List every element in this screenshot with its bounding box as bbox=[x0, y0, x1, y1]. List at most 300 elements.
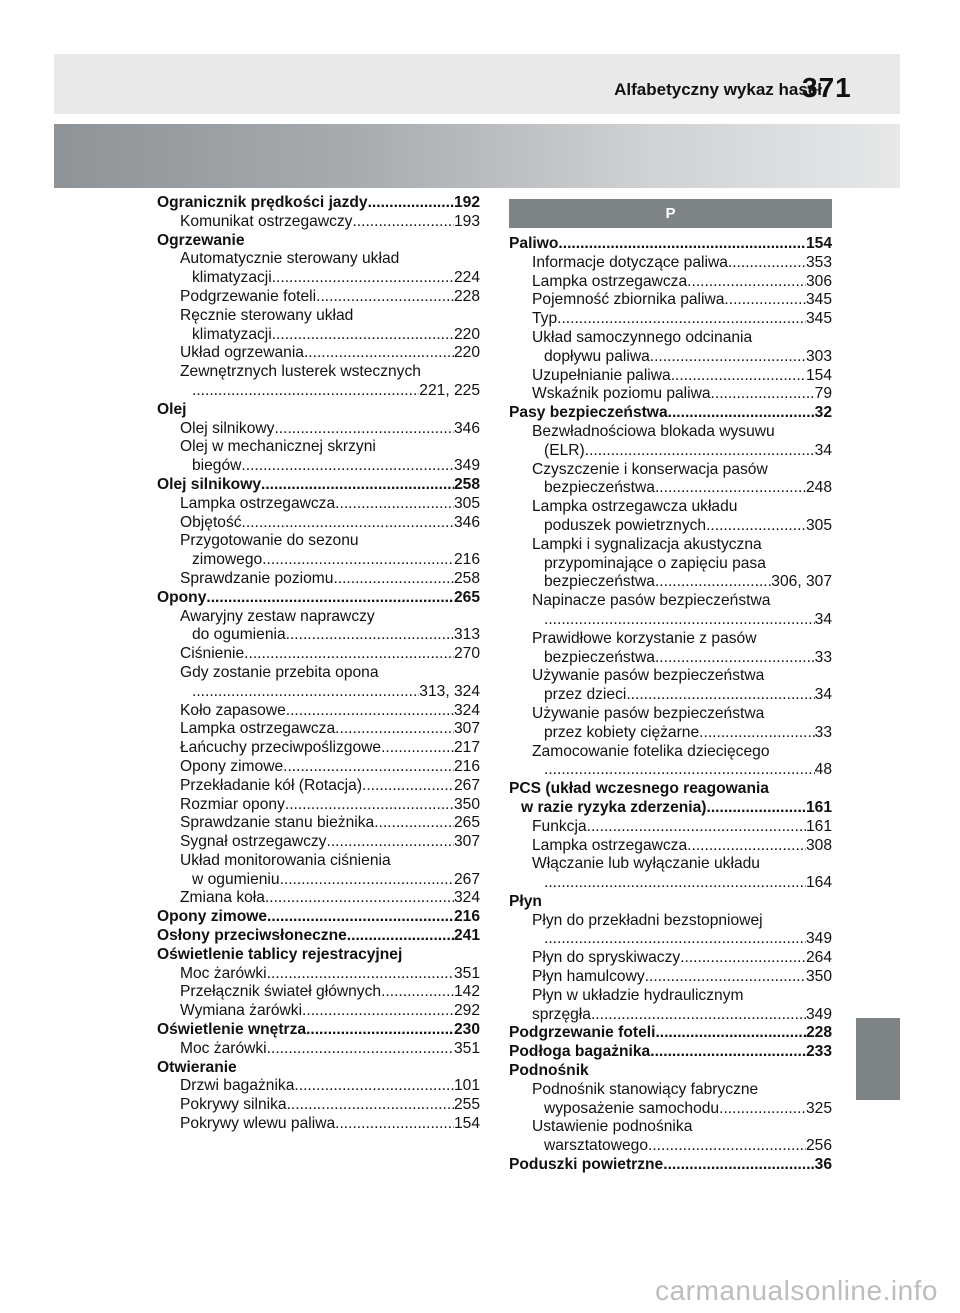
entry-term: przez dzieci bbox=[544, 686, 627, 704]
entry-term: Lampka ostrzegawcza układu bbox=[532, 498, 738, 516]
entry-page-number: 265 bbox=[453, 814, 480, 832]
entry-term: Olej silnikowy bbox=[180, 419, 275, 437]
entry-term: Płyn w układzie hydraulicznym bbox=[532, 986, 744, 1004]
entry-page-number: 307 bbox=[453, 833, 480, 851]
entry-page-number: 305 bbox=[805, 516, 832, 534]
entry-term: Układ ogrzewania bbox=[180, 344, 304, 362]
entry-page-number: 305 bbox=[453, 494, 480, 512]
index-sub-entry bbox=[509, 705, 832, 724]
index-sub-entry bbox=[157, 702, 480, 721]
index-sub-entry bbox=[509, 912, 832, 931]
index-sub-entry bbox=[509, 1137, 832, 1156]
entry-page-number: 154 bbox=[805, 366, 832, 384]
entry-page-number: 345 bbox=[805, 291, 832, 309]
dot-leader bbox=[272, 269, 454, 288]
entry-term: Podgrzewanie foteli bbox=[180, 287, 317, 305]
entry-term: Płyn do spryskiwaczy bbox=[532, 949, 681, 967]
dot-leader bbox=[326, 833, 453, 852]
entry-page-number: 164 bbox=[805, 874, 832, 892]
index-sub-entry bbox=[509, 649, 832, 668]
dot-leader bbox=[719, 1100, 806, 1119]
entry-term: Gdy zostanie przebita opona bbox=[180, 663, 379, 681]
index-sub-entry bbox=[509, 799, 832, 818]
index-sub-entry bbox=[509, 442, 832, 461]
entry-term: Osłony przeciwsłoneczne bbox=[157, 927, 347, 945]
entry-page-number: 349 bbox=[805, 930, 832, 948]
entry-term: Pokrywy wlewu paliwa bbox=[180, 1115, 336, 1133]
index-sub-entry bbox=[157, 344, 480, 363]
dot-leader bbox=[687, 837, 806, 856]
index-sub-entry bbox=[157, 420, 480, 439]
dot-leader bbox=[374, 814, 454, 833]
entry-page-number: 308 bbox=[805, 836, 832, 854]
entry-page-number: 79 bbox=[814, 385, 832, 403]
entry-page-number: 233 bbox=[805, 1043, 832, 1061]
index-sub-entry bbox=[509, 479, 832, 498]
index-sub-entry bbox=[509, 743, 832, 762]
dot-leader bbox=[663, 1156, 814, 1175]
index-sub-entry bbox=[509, 536, 832, 555]
index-sub-entry bbox=[509, 855, 832, 874]
entry-page-number: 350 bbox=[453, 795, 480, 813]
entry-page-number: 303 bbox=[805, 347, 832, 365]
entry-term: Opony zimowe bbox=[180, 757, 284, 775]
entry-term: Ręcznie sterowany układ bbox=[180, 306, 354, 324]
entry-term: klimatyzacji bbox=[192, 269, 272, 287]
entry-term: w razie ryzyka zderzenia) bbox=[521, 798, 707, 816]
entry-term: (ELR) bbox=[544, 441, 585, 459]
index-sub-entry bbox=[157, 495, 480, 514]
entry-page-number: 325 bbox=[805, 1099, 832, 1117]
entry-term: Zewnętrznych lusterek wstecznych bbox=[180, 363, 421, 381]
index-sub-entry bbox=[157, 777, 480, 796]
entry-page-number: 216 bbox=[453, 757, 480, 775]
index-sub-entry bbox=[509, 874, 832, 893]
entry-term: Sprawdzanie stanu bieżnika bbox=[180, 814, 375, 832]
dot-leader bbox=[306, 1021, 454, 1040]
entry-term: Oświetlenie wnętrza bbox=[157, 1021, 307, 1039]
entry-page-number: 32 bbox=[814, 404, 832, 422]
index-sub-entry bbox=[509, 761, 832, 780]
entry-page-number: 193 bbox=[453, 212, 480, 230]
entry-term: przez kobiety ciężarne bbox=[544, 723, 700, 741]
entry-term: Olej bbox=[157, 400, 187, 418]
entry-term: bezpieczeństwa bbox=[544, 648, 655, 666]
dot-leader bbox=[294, 1077, 454, 1096]
index-sub-entry bbox=[157, 382, 480, 401]
entry-page-number: 351 bbox=[453, 1039, 480, 1057]
entry-page-number: 33 bbox=[814, 648, 832, 666]
entry-page-number: 230 bbox=[453, 1021, 480, 1039]
dot-leader bbox=[655, 479, 806, 498]
entry-term: przypominające o zapięciu pasa bbox=[544, 554, 766, 572]
index-sub-entry bbox=[509, 367, 832, 386]
index-sub-entry bbox=[157, 551, 480, 570]
index-main-entry bbox=[157, 1021, 480, 1040]
entry-term: Olej w mechanicznej skrzyni bbox=[180, 438, 376, 456]
entry-term: Lampki i sygnalizacja akustyczna bbox=[532, 535, 762, 553]
dot-leader bbox=[706, 517, 806, 536]
index-sub-entry bbox=[157, 1077, 480, 1096]
entry-term: Płyn do przekładni bezstopniowej bbox=[532, 911, 763, 929]
entry-term: Płyn hamulcowy bbox=[532, 968, 645, 986]
dot-leader bbox=[283, 758, 454, 777]
index-sub-entry bbox=[157, 570, 480, 589]
entry-term: Awaryjny zestaw naprawczy bbox=[180, 607, 375, 625]
page-number: 371 bbox=[802, 72, 852, 103]
index-sub-entry bbox=[157, 269, 480, 288]
entry-page-number: 350 bbox=[805, 968, 832, 986]
entry-page-number: 346 bbox=[453, 419, 480, 437]
index-sub-entry bbox=[509, 1100, 832, 1119]
entry-page-number: 228 bbox=[453, 287, 480, 305]
index-sub-entry bbox=[157, 438, 480, 457]
entry-page-number: 292 bbox=[453, 1002, 480, 1020]
dot-leader bbox=[381, 739, 454, 758]
index-sub-entry bbox=[157, 814, 480, 833]
index-main-entry bbox=[157, 589, 480, 608]
index-main-entry bbox=[157, 232, 480, 251]
entry-page-number: 267 bbox=[453, 776, 480, 794]
entry-term: wyposażenie samochodu bbox=[544, 1099, 720, 1117]
entry-term: Pasy bezpieczeństwa bbox=[509, 404, 668, 422]
index-sub-entry bbox=[157, 514, 480, 533]
dot-leader bbox=[585, 442, 815, 461]
index-sub-entry bbox=[509, 555, 832, 574]
index-sub-entry bbox=[157, 965, 480, 984]
index-sub-entry bbox=[157, 532, 480, 551]
index-sub-entry bbox=[509, 517, 832, 536]
entry-page-number: 216 bbox=[453, 908, 480, 926]
entry-page-number: 324 bbox=[453, 889, 480, 907]
entry-term: Automatycznie sterowany układ bbox=[180, 250, 400, 268]
entry-term: Przygotowanie do sezonu bbox=[180, 532, 359, 550]
index-sub-entry bbox=[509, 667, 832, 686]
entry-page-number: 220 bbox=[453, 325, 480, 343]
index-sub-entry bbox=[157, 683, 480, 702]
entry-term: Układ monitorowania ciśnienia bbox=[180, 851, 391, 869]
index-sub-entry bbox=[509, 1081, 832, 1100]
entry-term: Opony zimowe bbox=[157, 908, 268, 926]
dot-leader bbox=[261, 476, 454, 495]
entry-term: Sprawdzanie poziomu bbox=[180, 569, 334, 587]
index-sub-entry bbox=[157, 1040, 480, 1059]
entry-page-number: 216 bbox=[453, 551, 480, 569]
entry-page-number: 34 bbox=[814, 686, 832, 704]
dot-leader bbox=[655, 573, 771, 592]
page-header-title: Alfabetyczny wykaz haseł bbox=[614, 80, 822, 99]
dot-leader bbox=[544, 874, 806, 893]
entry-page-number: 313 bbox=[453, 626, 480, 644]
index-sub-entry bbox=[509, 930, 832, 949]
entry-term: Zamocowanie fotelika dziecięcego bbox=[532, 742, 770, 760]
entry-page-number: 224 bbox=[453, 269, 480, 287]
entry-term: Otwieranie bbox=[157, 1058, 237, 1076]
index-sub-entry bbox=[509, 1118, 832, 1137]
entry-term: Moc żarówki bbox=[180, 1039, 267, 1057]
dot-leader bbox=[668, 404, 815, 423]
index-sub-entry bbox=[157, 1096, 480, 1115]
dot-leader bbox=[302, 1002, 454, 1021]
dot-leader bbox=[267, 965, 454, 984]
entry-term: Podgrzewanie foteli bbox=[509, 1024, 656, 1042]
entry-page-number: 33 bbox=[814, 723, 832, 741]
index-sub-entry bbox=[509, 968, 832, 987]
entry-page-number: 221, 225 bbox=[419, 381, 480, 399]
index-sub-entry bbox=[157, 626, 480, 645]
decorative-gradient-band bbox=[54, 124, 900, 188]
dot-leader bbox=[650, 348, 806, 367]
entry-term: Ustawienie podnośnika bbox=[532, 1118, 693, 1136]
dot-leader bbox=[242, 514, 454, 533]
dot-leader bbox=[287, 1096, 454, 1115]
dot-leader bbox=[680, 949, 806, 968]
index-sub-entry bbox=[157, 645, 480, 664]
entry-term: Objętość bbox=[180, 513, 242, 531]
dot-leader bbox=[192, 683, 419, 702]
entry-term: dopływu paliwa bbox=[544, 347, 650, 365]
index-sub-entry bbox=[509, 1006, 832, 1025]
index-main-entry bbox=[509, 893, 832, 912]
entry-page-number: 48 bbox=[814, 761, 832, 779]
index-sub-entry bbox=[157, 758, 480, 777]
index-sub-entry bbox=[157, 739, 480, 758]
entry-page-number: 161 bbox=[805, 817, 832, 835]
index-sub-entry bbox=[157, 307, 480, 326]
dot-leader bbox=[587, 818, 806, 837]
index-sub-entry bbox=[157, 720, 480, 739]
entry-term: Rozmiar opony bbox=[180, 795, 285, 813]
dot-leader bbox=[381, 983, 454, 1002]
dot-leader bbox=[706, 799, 805, 818]
index-main-entry bbox=[157, 476, 480, 495]
dot-leader bbox=[362, 777, 454, 796]
entry-page-number: 306 bbox=[805, 272, 832, 290]
index-sub-entry bbox=[509, 329, 832, 348]
entry-term: Funkcja bbox=[532, 817, 587, 835]
entry-term: bezpieczeństwa bbox=[544, 479, 655, 497]
entry-term: Bezwładnościowa blokada wysuwu bbox=[532, 422, 775, 440]
entry-term: Sygnał ostrzegawczy bbox=[180, 833, 327, 851]
entry-term: Podnośnik stanowiący fabryczne bbox=[532, 1080, 759, 1098]
dot-leader bbox=[655, 1024, 806, 1043]
entry-term: Ciśnienie bbox=[180, 645, 245, 663]
dot-leader bbox=[352, 213, 454, 232]
watermark: carmanualsonline.info bbox=[655, 1275, 938, 1306]
dot-leader bbox=[335, 720, 454, 739]
entry-term: Lampka ostrzegawcza bbox=[180, 494, 336, 512]
dot-leader bbox=[265, 889, 454, 908]
index-sub-entry bbox=[157, 326, 480, 345]
dot-leader bbox=[655, 649, 815, 668]
entry-page-number: 265 bbox=[453, 588, 480, 606]
index-sub-entry bbox=[509, 348, 832, 367]
entry-term: Używanie pasów bezpieczeństwa bbox=[532, 667, 765, 685]
index-sub-entry bbox=[157, 664, 480, 683]
entry-page-number: 353 bbox=[805, 253, 832, 271]
index-sub-entry bbox=[509, 630, 832, 649]
entry-term: Zmiana koła bbox=[180, 889, 265, 907]
index-sub-entry bbox=[157, 608, 480, 627]
index-sub-entry bbox=[509, 273, 832, 292]
dot-leader bbox=[724, 291, 806, 310]
entry-page-number: 307 bbox=[453, 720, 480, 738]
entry-term: Ogranicznik prędkości jazdy bbox=[157, 194, 368, 211]
index-sub-entry bbox=[157, 833, 480, 852]
dot-leader bbox=[648, 1137, 806, 1156]
index-sub-entry bbox=[509, 724, 832, 743]
dot-leader bbox=[368, 194, 454, 213]
dot-leader bbox=[335, 495, 454, 514]
entry-term: PCS (układ wczesnego reagowania bbox=[509, 780, 769, 798]
dot-leader bbox=[280, 871, 454, 890]
entry-page-number: 349 bbox=[453, 457, 480, 475]
index-sub-entry bbox=[509, 423, 832, 442]
entry-page-number: 241 bbox=[453, 927, 480, 945]
entry-term: Płyn bbox=[509, 892, 542, 910]
entry-term: poduszek powietrznych bbox=[544, 516, 707, 534]
dot-leader bbox=[557, 310, 806, 329]
index-entries-p bbox=[509, 235, 832, 1175]
index-sub-entry bbox=[157, 983, 480, 1002]
dot-leader bbox=[285, 796, 454, 815]
entry-page-number: 36 bbox=[814, 1156, 832, 1174]
entry-term: Lampka ostrzegawcza bbox=[532, 272, 688, 290]
entry-term: w ogumieniu bbox=[192, 870, 280, 888]
entry-term: bezpieczeństwa bbox=[544, 573, 655, 591]
index-sub-entry bbox=[157, 796, 480, 815]
dot-leader bbox=[267, 1040, 454, 1059]
entry-term: zimowego bbox=[192, 551, 263, 569]
entry-page-number: 313, 324 bbox=[419, 682, 480, 700]
entry-term: Lampka ostrzegawcza bbox=[180, 720, 336, 738]
dot-leader bbox=[645, 968, 806, 987]
index-sub-entry bbox=[157, 889, 480, 908]
dot-leader bbox=[711, 385, 815, 404]
index-main-entry bbox=[509, 1043, 832, 1062]
entry-term: biegów bbox=[192, 457, 242, 475]
index-sub-entry bbox=[509, 837, 832, 856]
entry-page-number: 101 bbox=[453, 1077, 480, 1095]
dot-leader bbox=[304, 344, 454, 363]
dot-leader bbox=[335, 1115, 454, 1134]
entry-page-number: 267 bbox=[453, 870, 480, 888]
dot-leader bbox=[347, 927, 454, 946]
index-main-entry bbox=[157, 908, 480, 927]
index-sub-entry bbox=[157, 457, 480, 476]
entry-page-number: 161 bbox=[805, 798, 832, 816]
entry-term: Napinacze pasów bezpieczeństwa bbox=[532, 592, 771, 610]
dot-leader bbox=[244, 645, 454, 664]
index-sub-entry bbox=[509, 686, 832, 705]
index-sub-entry bbox=[509, 949, 832, 968]
entry-term: Układ samoczynnego odcinania bbox=[532, 328, 753, 346]
entry-page-number: 349 bbox=[805, 1005, 832, 1023]
entry-page-number: 220 bbox=[453, 344, 480, 362]
dot-leader bbox=[262, 551, 454, 570]
entry-term: Przekładanie kół (Rotacja) bbox=[180, 776, 363, 794]
dot-leader bbox=[272, 326, 454, 345]
dot-leader bbox=[728, 254, 806, 273]
entry-page-number: 306, 307 bbox=[771, 573, 832, 591]
entry-term: Informacje dotyczące paliwa bbox=[532, 253, 728, 271]
entry-page-number: 34 bbox=[814, 441, 832, 459]
index-sub-entry bbox=[509, 461, 832, 480]
dot-leader bbox=[192, 382, 419, 401]
entry-term: sprzęgła bbox=[532, 1005, 591, 1023]
entry-page-number: 142 bbox=[453, 983, 480, 1001]
index-main-entry bbox=[509, 404, 832, 423]
entry-term: Typ bbox=[532, 310, 558, 328]
index-sub-entry bbox=[509, 592, 832, 611]
dot-leader bbox=[333, 570, 454, 589]
entry-page-number: 346 bbox=[453, 513, 480, 531]
entry-term: Prawidłowe korzystanie z pasów bbox=[532, 629, 757, 647]
index-main-entry bbox=[509, 780, 832, 799]
index-sub-entry bbox=[157, 1115, 480, 1134]
entry-term: do ogumienia bbox=[192, 626, 286, 644]
entry-page-number: 154 bbox=[453, 1115, 480, 1133]
entry-page-number: 264 bbox=[805, 949, 832, 967]
index-sub-entry bbox=[509, 987, 832, 1006]
index-main-entry bbox=[509, 1024, 832, 1043]
entry-page-number: 324 bbox=[453, 701, 480, 719]
dot-leader bbox=[316, 288, 454, 307]
entry-page-number: 258 bbox=[453, 475, 480, 493]
entry-term: Uzupełnianie paliwa bbox=[532, 366, 671, 384]
entry-term: Oświetlenie tablicy rejestracyjnej bbox=[157, 945, 403, 963]
entry-term: Czyszczenie i konserwacja pasów bbox=[532, 460, 768, 478]
index-main-entry bbox=[157, 946, 480, 965]
entry-page-number: 256 bbox=[805, 1137, 832, 1155]
entry-term: Używanie pasów bezpieczeństwa bbox=[532, 704, 765, 722]
index-column-left bbox=[157, 194, 480, 1134]
index-sub-entry bbox=[157, 213, 480, 232]
entry-page-number: 351 bbox=[453, 964, 480, 982]
entry-page-number: 228 bbox=[805, 1024, 832, 1042]
entry-term: warsztatowego bbox=[544, 1137, 649, 1155]
dot-leader bbox=[241, 457, 454, 476]
entry-page-number: 255 bbox=[453, 1096, 480, 1114]
entry-term: Przełącznik świateł głównych bbox=[180, 983, 382, 1001]
index-main-entry bbox=[157, 927, 480, 946]
entry-page-number: 270 bbox=[453, 645, 480, 663]
dot-leader bbox=[286, 702, 454, 721]
index-sub-entry bbox=[157, 852, 480, 871]
index-main-entry bbox=[509, 235, 832, 254]
index-sub-entry bbox=[509, 498, 832, 517]
dot-leader bbox=[671, 367, 806, 386]
entry-term: Pojemność zbiornika paliwa bbox=[532, 291, 725, 309]
dot-leader bbox=[650, 1043, 806, 1062]
index-sub-entry bbox=[509, 254, 832, 273]
dot-leader bbox=[274, 420, 454, 439]
dot-leader bbox=[544, 930, 806, 949]
entry-term: Ogrzewanie bbox=[157, 231, 245, 249]
index-sub-entry bbox=[157, 250, 480, 269]
entry-page-number: 154 bbox=[805, 235, 832, 252]
entry-term: Moc żarówki bbox=[180, 964, 267, 982]
entry-term: Komunikat ostrzegawczy bbox=[180, 212, 353, 230]
entry-term: Łańcuchy przeciwpoślizgowe bbox=[180, 739, 382, 757]
entry-page-number: 258 bbox=[453, 569, 480, 587]
entry-term: Poduszki powietrzne bbox=[509, 1156, 664, 1174]
dot-leader bbox=[544, 611, 815, 630]
dot-leader bbox=[626, 686, 814, 705]
index-main-entry bbox=[157, 401, 480, 420]
entry-term: Koło zapasowe bbox=[180, 701, 286, 719]
dot-leader bbox=[267, 908, 454, 927]
